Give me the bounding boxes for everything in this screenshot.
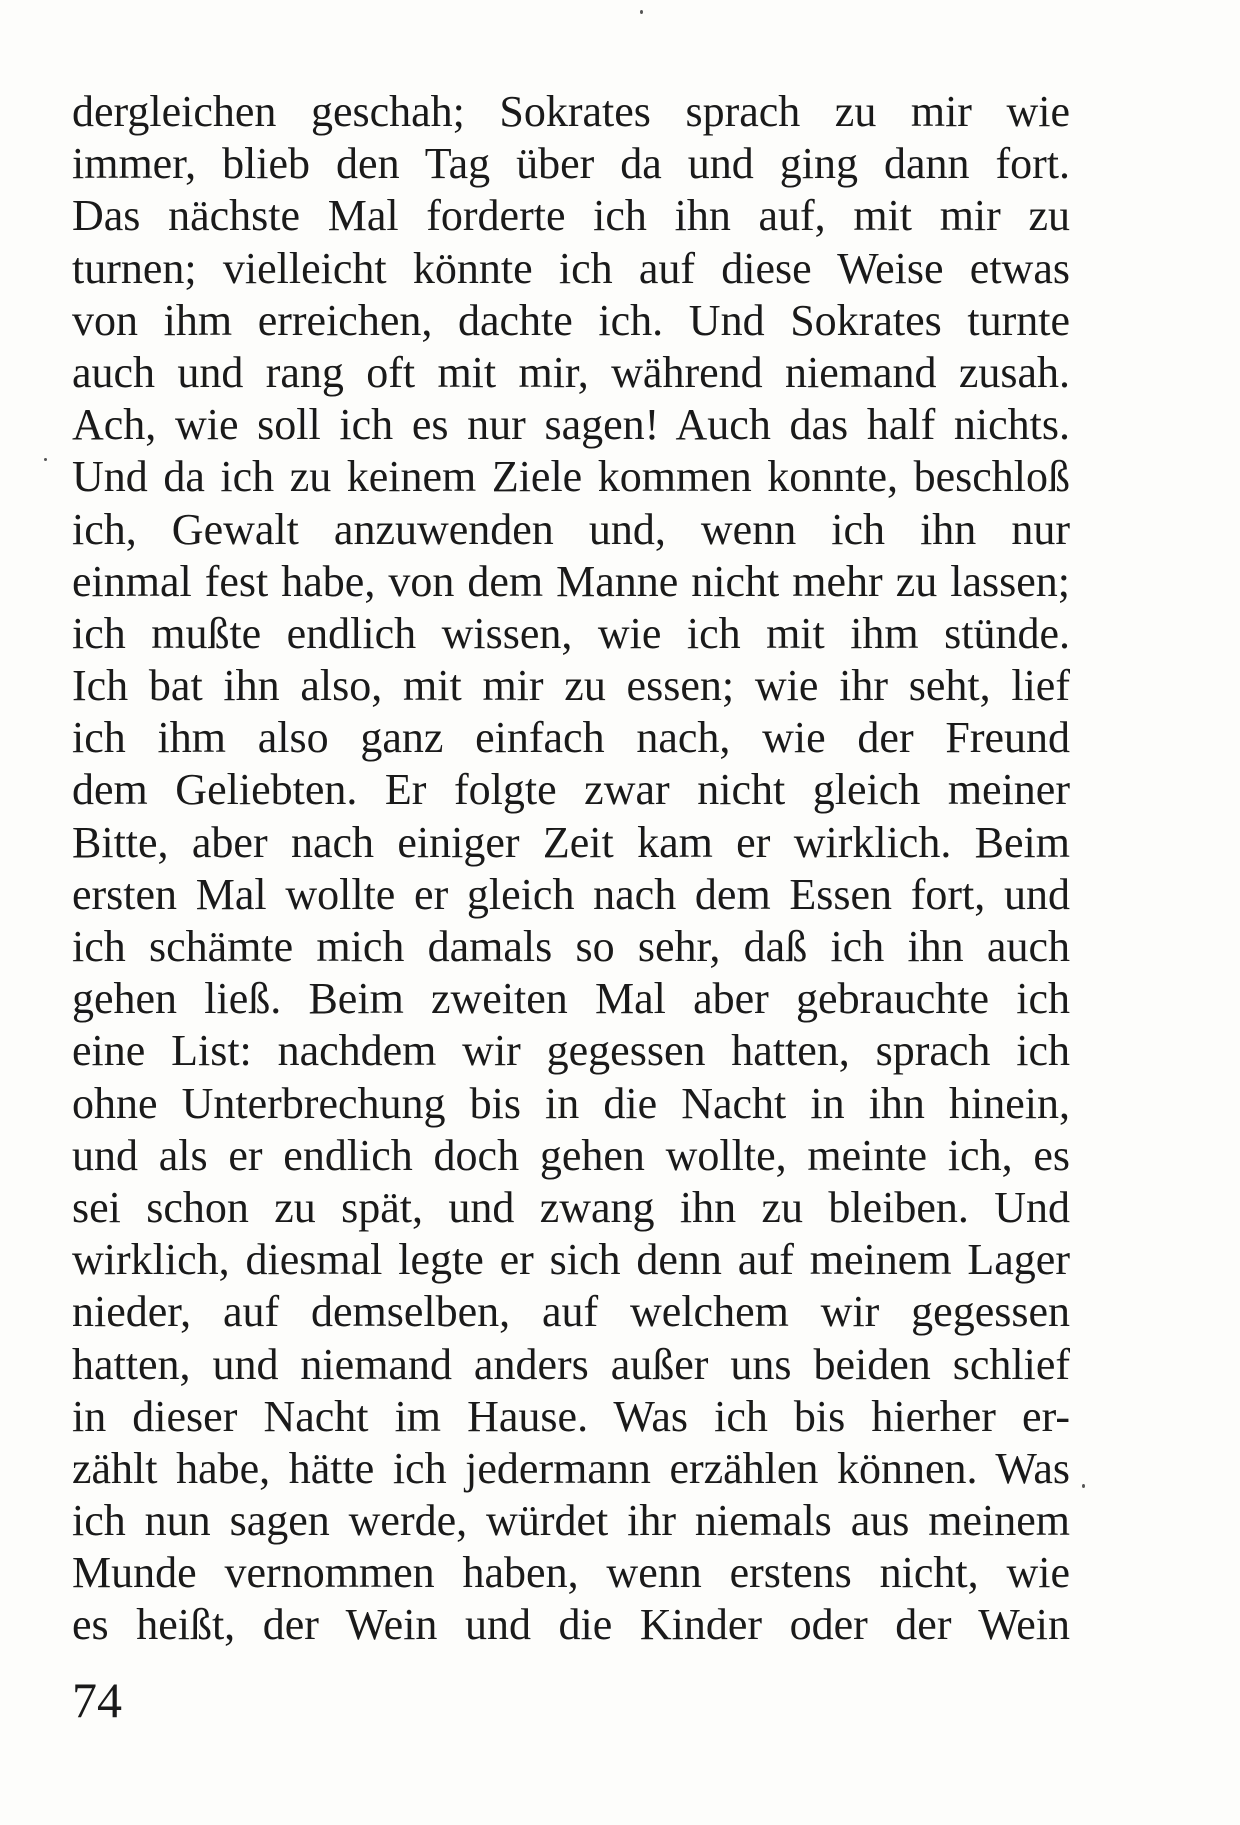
text-line: ich ihm also ganz einfach nach, wie der Freund bbox=[72, 713, 1070, 763]
text-line: eine List: nachdem wir gegessen hatten, sprach ich bbox=[72, 1026, 1070, 1076]
scan-speck bbox=[1082, 1484, 1085, 1488]
text-line: ich schämte mich damals so sehr, daß ich ihn auch bbox=[72, 922, 1070, 971]
scan-speck bbox=[640, 10, 643, 14]
text-line: Ach, wie soll ich es nur sagen! Auch das half nichts. bbox=[72, 400, 1070, 450]
text-line: Munde vernommen haben, wenn erstens nicht, wie bbox=[72, 1548, 1070, 1598]
text-line: zählt habe, hätte ich jedermann erzählen können. Was bbox=[72, 1443, 1070, 1493]
text-line: hatten, und niemand anders außer uns beiden schlief bbox=[72, 1339, 1070, 1389]
text-line: sei schon zu spät, und zwang ihn zu bleiben. Und bbox=[72, 1182, 1070, 1232]
text-line: wirklich, diesmal legte er sich denn auf meinem Lager bbox=[72, 1235, 1070, 1285]
text-line: ich mußte endlich wissen, wie ich mit ihm stünde. bbox=[72, 608, 1070, 658]
text-line: es heißt, der Wein und die Kinder oder der Wein bbox=[72, 1600, 1070, 1650]
text-line: Ich bat ihn also, mit mir zu essen; wie ihr seht, lief bbox=[72, 661, 1070, 711]
text-line: gehen ließ. Beim zweiten Mal aber gebrauchte ich bbox=[72, 974, 1070, 1024]
scan-speck bbox=[44, 458, 47, 461]
text-line: nieder, auf demselben, auf welchem wir gegessen bbox=[72, 1287, 1070, 1337]
text-line: ich nun sagen werde, würdet ihr niemals aus meinem bbox=[72, 1496, 1070, 1546]
body-text bbox=[72, 86, 1070, 1652]
text-line: dem Geliebten. Er folgte zwar nicht gleich meiner bbox=[72, 765, 1070, 815]
text-line: auch und rang oft mit mir, während niemand zusah. bbox=[72, 347, 1070, 397]
text-line: ich, Gewalt anzuwenden und, wenn ich ihn nur bbox=[72, 504, 1070, 554]
text-line: in dieser Nacht im Hause. Was ich bis hierher er- bbox=[72, 1391, 1070, 1441]
text-line: immer, blieb den Tag über da und ging dann fort. bbox=[72, 139, 1070, 189]
text-line: Bitte, aber nach einiger Zeit kam er wirklich. Beim bbox=[72, 817, 1070, 867]
text-line: ohne Unterbrechung bis in die Nacht in ihn hinein, bbox=[72, 1078, 1070, 1128]
text-line: einmal fest habe, von dem Manne nicht mehr zu lassen; bbox=[72, 556, 1070, 606]
text-line: und als er endlich doch gehen wollte, meinte ich, es bbox=[72, 1130, 1070, 1180]
text-line: ersten Mal wollte er gleich nach dem Essen fort, und bbox=[72, 869, 1070, 919]
text-line: turnen; vielleicht könnte ich auf diese Weise etwas bbox=[72, 243, 1070, 293]
text-line: Und da ich zu keinem Ziele kommen konnte, beschloß bbox=[72, 452, 1070, 502]
page-number: 74 bbox=[72, 1672, 122, 1728]
text-line: dergleichen geschah; Sokrates sprach zu mir wie bbox=[72, 87, 1070, 136]
text-line: Das nächste Mal forderte ich ihn auf, mit mir zu bbox=[72, 191, 1070, 241]
text-line: von ihm erreichen, dachte ich. Und Sokrates turnte bbox=[72, 295, 1070, 345]
